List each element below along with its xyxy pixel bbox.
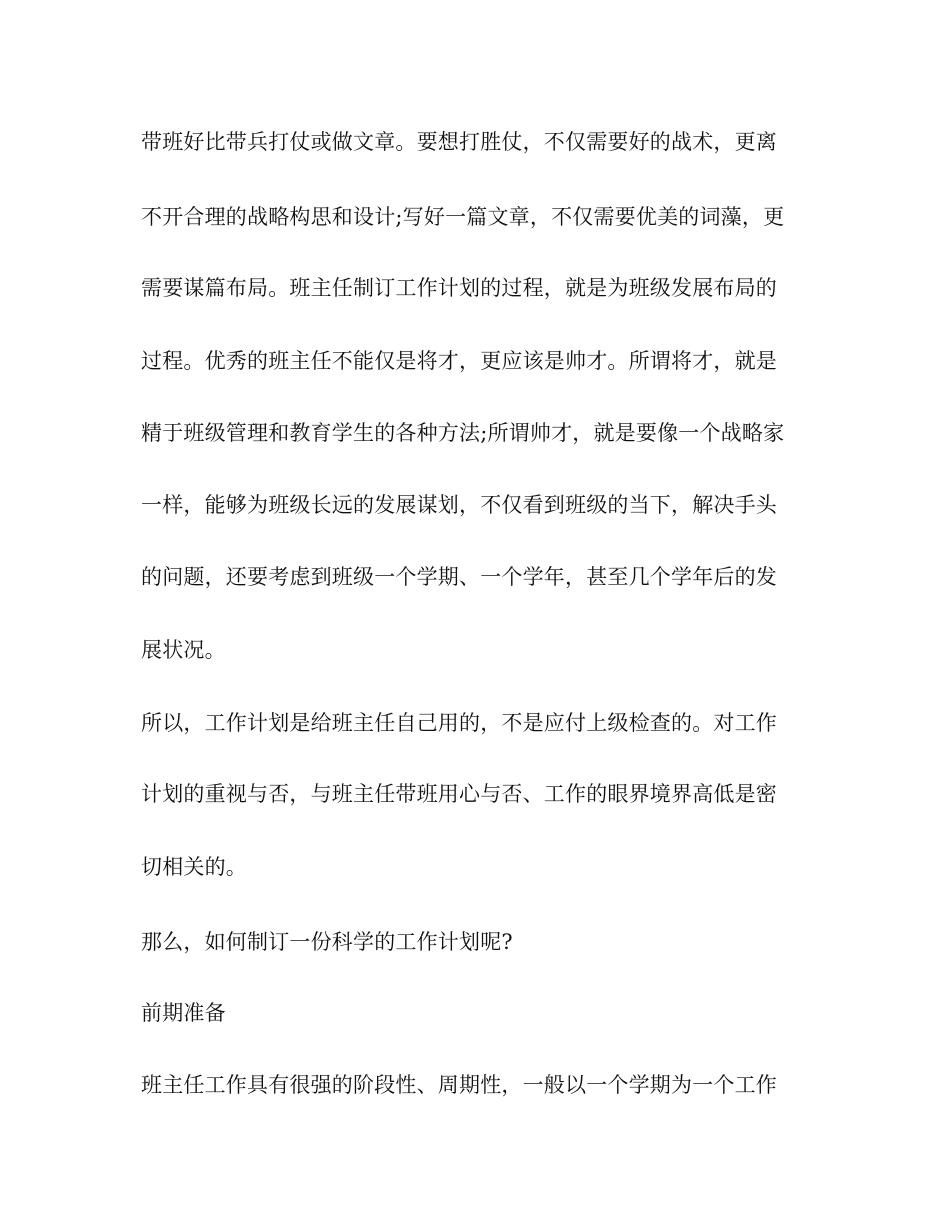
paragraph-line: 精于班级管理和教育学生的各种方法;所谓帅才，就是要像一个战略家 bbox=[141, 421, 785, 445]
paragraph-line: 计划的重视与否，与班主任带班用心与否、工作的眼界境界高低是密 bbox=[141, 782, 777, 806]
paragraph-line: 不开合理的战略构思和设计;写好一篇文章，不仅需要优美的词藻，更 bbox=[141, 205, 785, 229]
paragraph-line: 一样，能够为班级长远的发展谋划，不仅看到班级的当下，解决手头 bbox=[141, 493, 777, 517]
section-heading: 前期准备 bbox=[141, 1001, 226, 1025]
paragraph-line: 所以，工作计划是给班主任自己用的，不是应付上级检查的。对工作 bbox=[141, 711, 777, 735]
paragraph-line: 切相关的。 bbox=[141, 855, 247, 879]
paragraph-line: 的问题，还要考虑到班级一个学期、一个学年，甚至几个学年后的发 bbox=[141, 565, 777, 589]
paragraph-line: 展状况。 bbox=[141, 638, 226, 662]
paragraph-line: 班主任工作具有很强的阶段性、周期性，一般以一个学期为一个工作 bbox=[141, 1073, 777, 1097]
paragraph-line: 带班好比带兵打仗或做文章。要想打胜仗，不仅需要好的战术，更离 bbox=[141, 130, 777, 154]
paragraph-line: 需要谋篇布局。班主任制订工作计划的过程，就是为班级发展布局的 bbox=[141, 276, 777, 300]
paragraph-line: 那么，如何制订一份科学的工作计划呢? bbox=[141, 930, 513, 954]
paragraph-line: 过程。优秀的班主任不能仅是将才，更应该是帅才。所谓将才，就是 bbox=[141, 349, 777, 373]
